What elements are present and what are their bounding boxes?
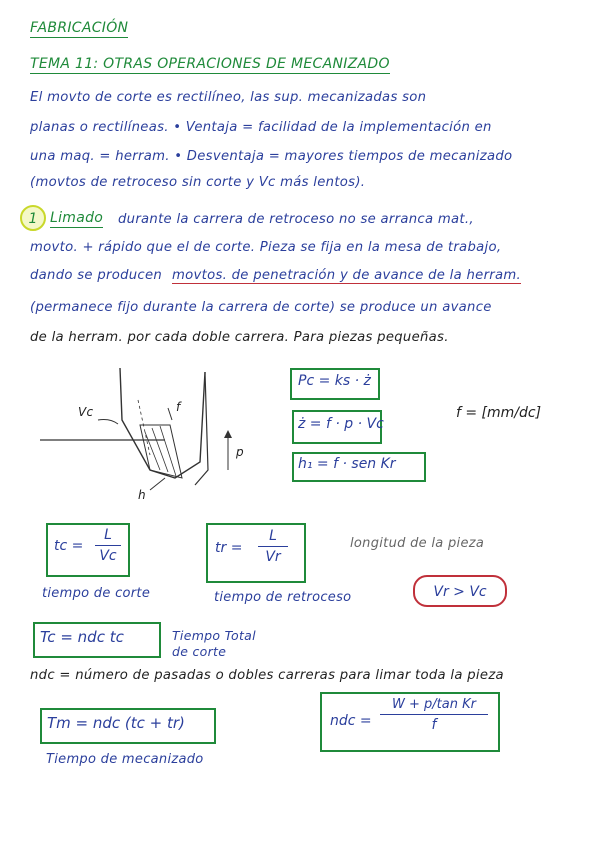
formula-h1: h₁ = f · sen Kr [298, 456, 396, 472]
formula-tc-num: L [104, 527, 112, 543]
formula-tr-den: Vr [265, 549, 281, 565]
note-tiempo-retroceso: tiempo de retroceso [214, 590, 352, 605]
note-tiempo-corte: tiempo de corte [42, 586, 151, 601]
intro-line-4: (movtos de retroceso sin corte y Vc más lentos). [30, 175, 366, 190]
vr-vc-text: Vr > Vc [433, 584, 487, 600]
note-tiempo-total: Tiempo Total de corte [172, 628, 256, 659]
intro-line-3: una maq. = herram. • Desventaja = mayores tiempos de mecanizado [30, 149, 513, 164]
subject-heading: FABRICACIÓN [30, 20, 129, 36]
formula-tr-fraction [258, 528, 288, 565]
section-line-3b: movtos. de penetración y de avance de la herram. [172, 268, 522, 283]
formula-ndc-den: f [431, 717, 437, 733]
section-line-1: durante la carrera de retroceso no se arranca mat., [118, 212, 474, 227]
formula-ndc-fraction [380, 697, 488, 733]
topic-heading: TEMA 11: OTRAS OPERACIONES DE MECANIZADO [30, 56, 390, 72]
intro-line-2: planas o rectilíneas. • Ventaja = facilidad de la implementación en [30, 120, 492, 135]
formula-ndc-lhs: ndc = [330, 713, 372, 729]
vr-vc-oval [413, 575, 507, 607]
section-title: Limado [50, 210, 104, 226]
formula-zdot: ż = f · p · Vc [298, 416, 384, 432]
section-line-4: (permanece fijo durante la carrera de corte) se produce un avance [30, 300, 492, 315]
formula-tr-lhs: tr = [215, 540, 243, 556]
formula-tc-den: Vc [99, 548, 117, 564]
section-number: 1 [28, 211, 38, 227]
note-longitud: longitud de la pieza [350, 536, 485, 551]
formula-tc-lhs: tc = [54, 538, 84, 554]
formula-tc-fraction [95, 527, 121, 564]
formula-ndc-num: W + p/tan Kr [392, 697, 476, 712]
formula-pc: Pc = ks · ż [298, 373, 371, 389]
diagram-label-vc: Vc [78, 405, 94, 419]
intro-line-1: El movto de corte es rectilíneo, las sup. mecanizadas son [30, 90, 427, 105]
note-tiempo-mecanizado: Tiempo de mecanizado [46, 752, 204, 767]
diagram-label-p: p [236, 445, 244, 459]
formula-tr-num: L [269, 528, 277, 544]
diagram-label-h: h [138, 488, 146, 502]
formula-f-units: f = [mm/dc] [456, 405, 542, 421]
diagram-label-f: f [176, 400, 181, 414]
formula-Tc: Tc = ndc tc [40, 628, 124, 646]
note-ndc-definition: ndc = número de pasadas o dobles carreras para limar toda la pieza [30, 668, 504, 683]
section-line-3a: dando se producen [30, 268, 163, 283]
section-line-2: movto. + rápido que el de corte. Pieza se fija en la mesa de trabajo, [30, 240, 502, 255]
section-line-5: de la herram. por cada doble carrera. Para piezas pequeñas. [30, 330, 449, 345]
formula-Tm: Tm = ndc (tc + tr) [47, 714, 185, 732]
